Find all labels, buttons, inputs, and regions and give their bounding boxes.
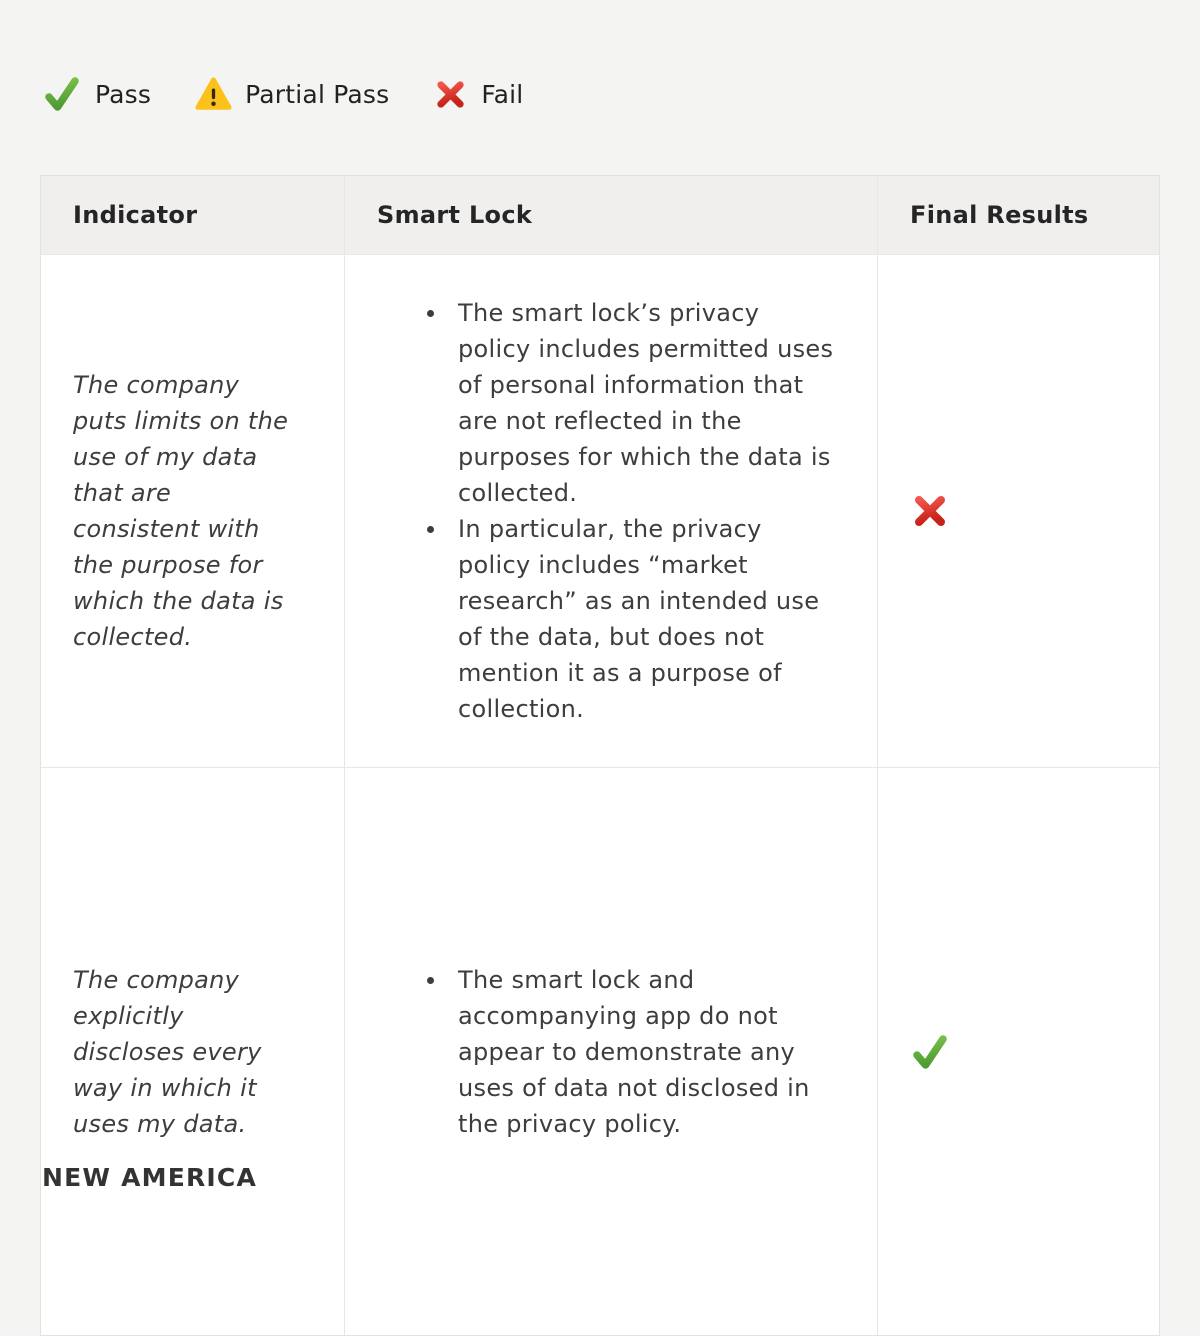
findings-cell [345, 768, 878, 1335]
check-icon [910, 1032, 950, 1072]
table-header-row [41, 176, 1159, 254]
cross-icon [433, 77, 468, 112]
column-header-final-results: Final Results [910, 201, 1089, 229]
indicator-cell [41, 255, 345, 767]
table-row [41, 767, 1159, 1335]
legend-item-partial-pass [195, 76, 389, 113]
indicator-text: The company puts limits on the use of my data that are consistent with the purpose for which the data is collected. [73, 371, 289, 651]
cross-icon [910, 491, 950, 531]
legend-item-pass [42, 74, 151, 114]
legend-label-pass: Pass [95, 79, 152, 109]
footer-brand: NEW AMERICA [42, 1163, 258, 1192]
indicator-table [40, 175, 1160, 1336]
column-header-smart-lock: Smart Lock [345, 176, 878, 254]
finding-item: The smart lock’s privacy policy includes permitted uses of personal information that are not reflected in the purposes for which the data is collected. [425, 295, 837, 511]
findings-list [377, 295, 837, 727]
findings-list [377, 962, 837, 1142]
legend-label-fail: Fail [481, 79, 524, 109]
table-row [41, 254, 1159, 767]
result-legend [42, 74, 523, 114]
legend-label-partial-pass: Partial Pass [245, 79, 390, 109]
result-cell [878, 255, 1159, 767]
indicator-text: The company explicitly discloses every way in which it uses my data. [73, 965, 262, 1138]
result-cell [878, 768, 1159, 1335]
finding-item: The smart lock and accompanying app do not appear to demonstrate any uses of data not disclosed in the privacy policy. [425, 962, 837, 1142]
check-icon [42, 74, 82, 114]
indicator-cell [41, 768, 345, 1335]
finding-item: In particular, the privacy policy includes “market research” as an intended use of the data, but does not mention it as a purpose of collection. [425, 511, 837, 727]
column-header-indicator: Indicator [41, 176, 345, 254]
warning-icon [195, 76, 232, 113]
findings-cell [345, 255, 878, 767]
legend-item-fail [433, 77, 523, 112]
